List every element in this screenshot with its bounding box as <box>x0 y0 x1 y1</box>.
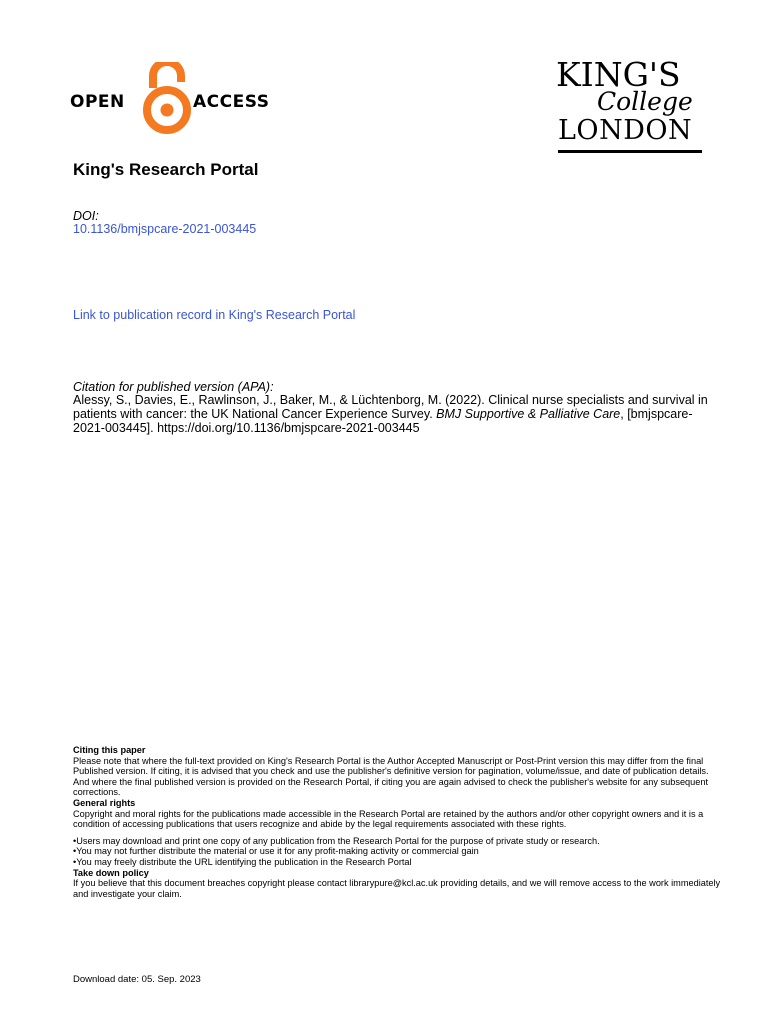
doi-label: DOI: <box>73 209 99 223</box>
takedown-heading: Take down policy <box>73 867 149 878</box>
download-date: Download date: 05. Sep. 2023 <box>73 974 201 985</box>
copyright-notice <box>73 745 721 899</box>
kcl-logo-line2: College <box>597 87 693 116</box>
citing-text: Please note that where the full-text provided on King's Research Portal is the Author Accepted Manuscript or Post-Print version this may differ from the final Published version. If citing, it is advised that you check and use the publisher's definitive version for pagination, volume/issue, and date of publication details. And where the final published version is provided on the Research Portal, if citing you are again advised to check the publisher's website for any subsequent corrections. <box>73 755 709 798</box>
citation-journal: BMJ Supportive & Palliative Care <box>436 407 621 421</box>
citation-text <box>73 393 713 435</box>
takedown-text: If you believe that this document breaches copyright please contact librarypure@kcl.ac.uk providing details, and we will remove access to the work immediately and investigate your claim. <box>73 878 721 899</box>
rights-text: Copyright and moral rights for the publications made accessible in the Research Portal are retained by the authors and/or other copyright owners and it is a condition of accessing publications that users recognize and abide by the legal requirements associated with these rights. <box>73 808 704 830</box>
kcl-logo-line1: KING'S <box>556 55 681 94</box>
publication-record-link[interactable]: Link to publication record in King's Research Portal <box>73 308 356 322</box>
doi-link[interactable]: 10.1136/bmjspcare-2021-003445 <box>73 222 257 236</box>
citation-label: Citation for published version (APA): <box>73 380 274 394</box>
kings-college-london-logo <box>556 55 706 156</box>
open-access-logo-right-text: ACCESS <box>193 92 270 112</box>
open-access-logo <box>70 62 282 136</box>
kcl-logo-line3: LONDON <box>558 115 693 146</box>
rights-heading: General rights <box>73 797 136 808</box>
citation-doi: , [bmjspcare-2021-003445]. https://doi.org/10.1136/bmjspcare-2021-003445 <box>73 407 693 435</box>
open-access-lock-icon <box>142 62 192 136</box>
rights-bullet: •You may freely distribute the URL identifying the publication in the Research Portal <box>73 856 412 867</box>
open-access-logo-left-text: OPEN <box>70 92 125 112</box>
citation-authors-title: Alessy, S., Davies, E., Rawlinson, J., Baker, M., & Lüchtenborg, M. (2022). Clinical nurse specialists and survival in patients with cancer: the UK National Cancer Experience Survey. <box>73 393 708 421</box>
rights-bullet: •You may not further distribute the material or use it for any profit-making activity or commercial gain <box>73 846 479 857</box>
kcl-logo-underline <box>558 150 702 153</box>
rights-bullet: •Users may download and print one copy of any publication from the Research Portal for the purpose of private study or research. <box>73 835 600 846</box>
citing-heading: Citing this paper <box>73 745 146 755</box>
page-title: King's Research Portal <box>73 160 259 179</box>
